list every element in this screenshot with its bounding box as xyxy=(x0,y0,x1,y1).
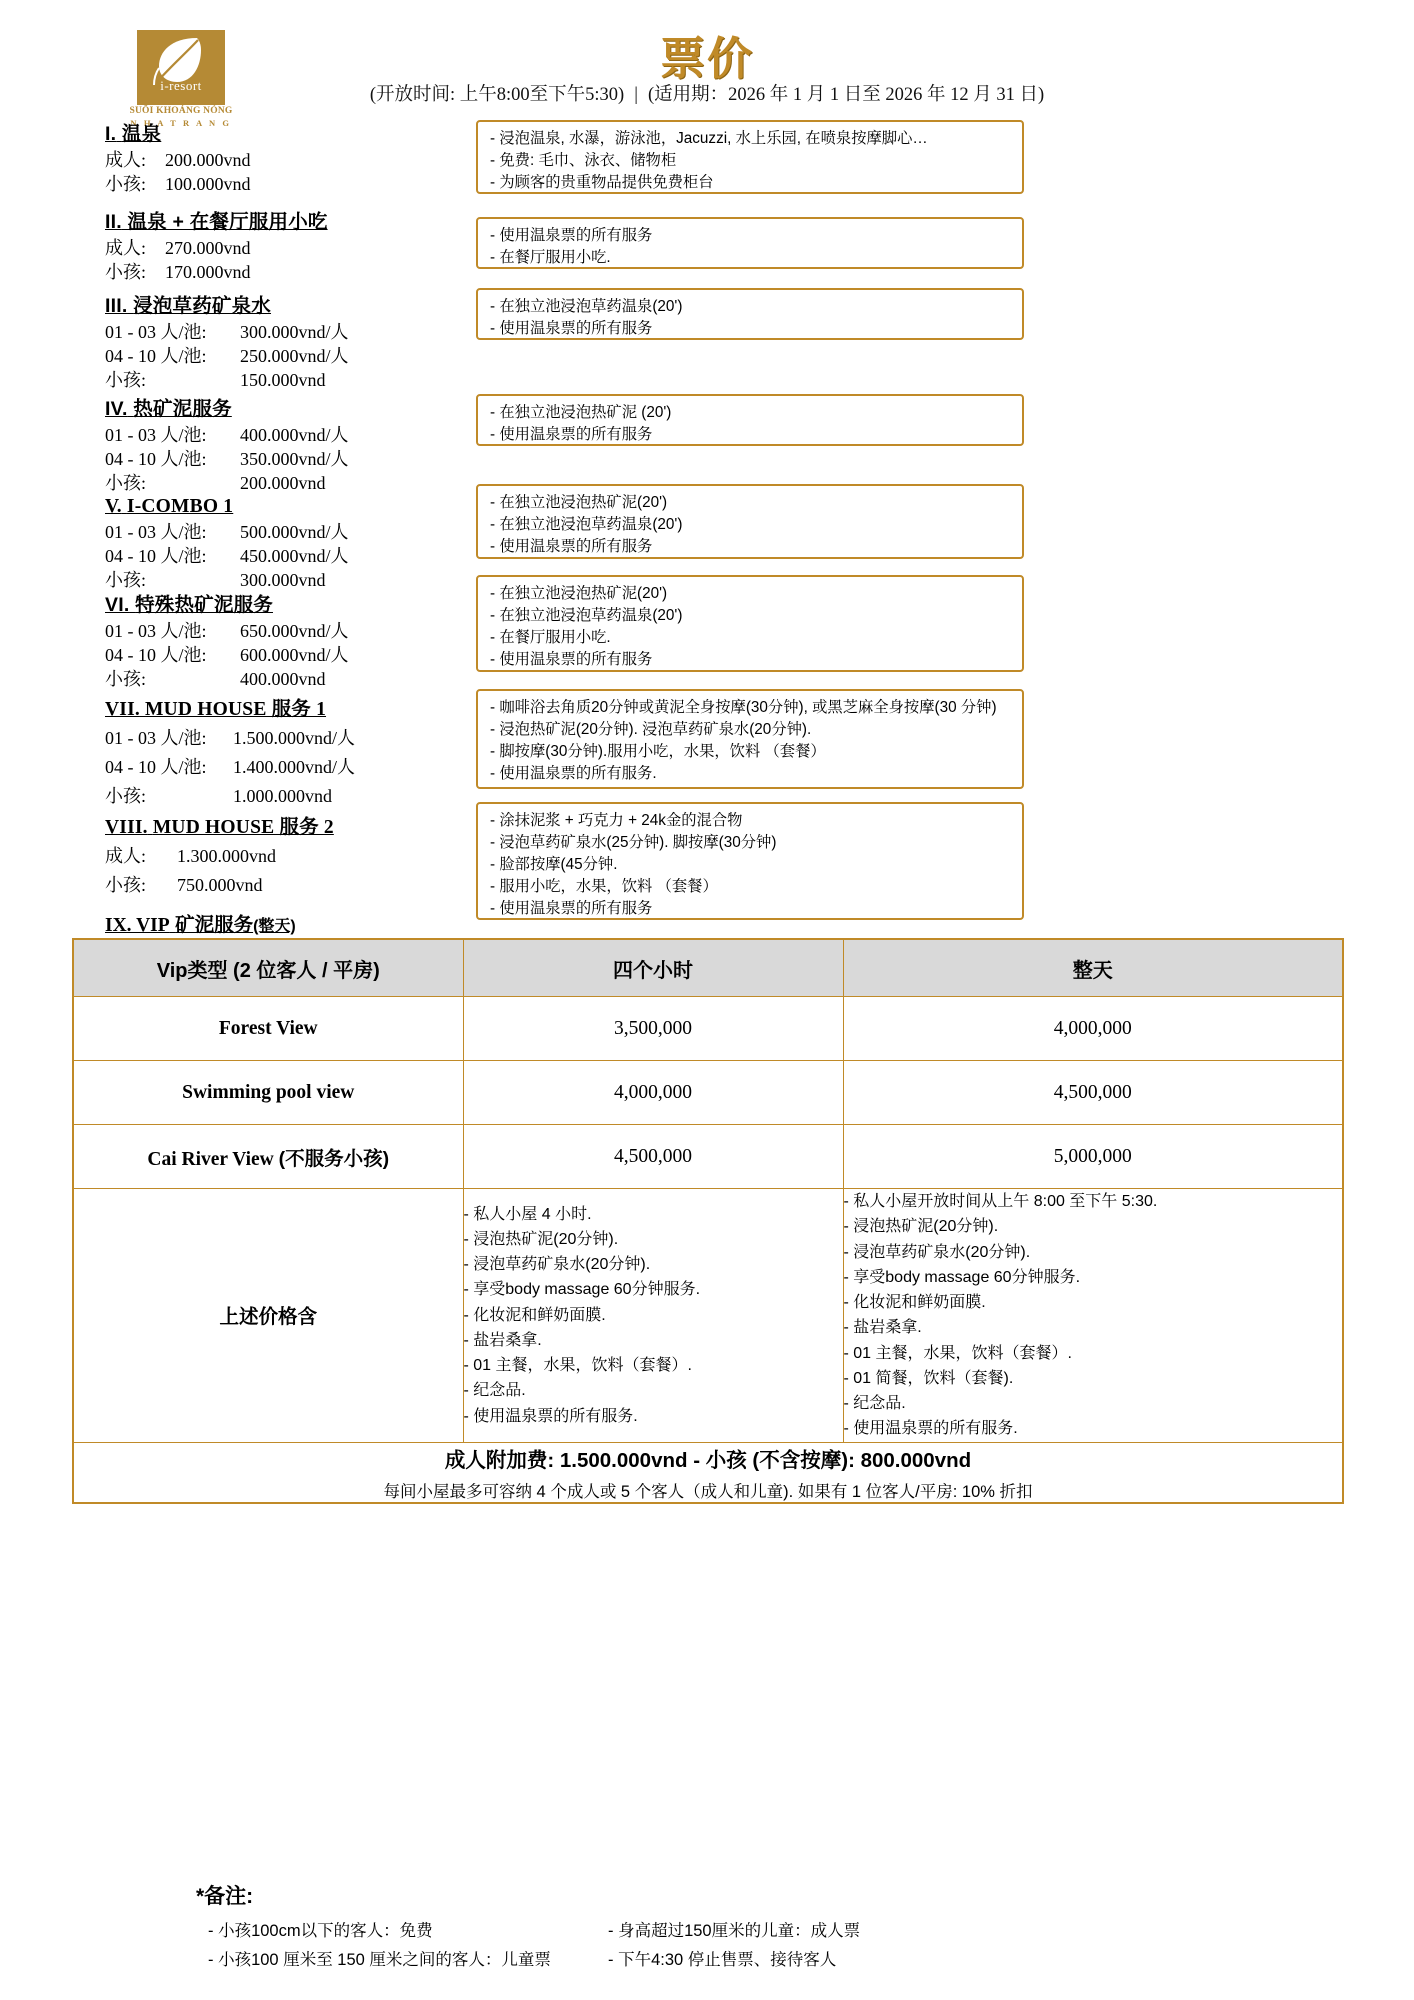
price-row: 成人: 270.000vnd xyxy=(105,238,251,258)
section-3-prices xyxy=(105,321,349,392)
detail-line: - 使用温泉票的所有服务. xyxy=(490,765,657,783)
include-item: - 私人小屋开放时间从上午 8:00 至下午 5:30. xyxy=(843,1193,1158,1210)
notes-title: *备注: xyxy=(196,1885,254,1908)
price-row: 04 - 10 人/池: 600.000vnd/人 xyxy=(105,644,349,665)
section-1-detail-box xyxy=(476,120,1024,194)
price-row: 小孩: 750.000vnd xyxy=(105,875,263,896)
note-item: - 小孩100 厘米至 150 厘米之间的客人：儿童票 xyxy=(208,1950,551,1969)
section-7-prices xyxy=(105,724,355,811)
section-8-heading: VIII. MUD HOUSE 服务 2 xyxy=(105,817,334,838)
price-row: 小孩: 400.000vnd xyxy=(105,668,326,689)
price-row: 成人: 200.000vnd xyxy=(105,150,251,170)
section-6 xyxy=(105,589,349,691)
detail-line: - 在独立池浸泡热矿泥(20') xyxy=(490,585,668,602)
detail-line: - 浸泡热矿泥(20分钟). 浸泡草药矿泉水(20分钟). xyxy=(490,721,812,739)
notes-columns xyxy=(196,1917,1356,1997)
include-item: - 使用温泉票的所有服务. xyxy=(463,1407,638,1425)
section-7-detail-box xyxy=(476,689,1024,789)
row-name-swimming-pool-view: Swimming pool view xyxy=(73,1061,463,1125)
cell-cai-river-four-hours: 4,500,000 xyxy=(463,1125,843,1189)
price-row: 小孩: 170.000vnd xyxy=(105,261,251,282)
logo-subtitle-vi: SUỐI KHOÁNG NÓNG xyxy=(129,106,233,116)
note-item: - 小孩100cm以下的客人：免费 xyxy=(208,1922,433,1940)
detail-line: - 在独立池浸泡热矿泥(20') xyxy=(490,494,668,511)
include-item: - 纪念品. xyxy=(463,1382,526,1400)
section-7 xyxy=(105,693,355,811)
detail-line: - 免费: 毛巾、泳衣、储物柜 xyxy=(490,152,677,170)
section-3-detail-box xyxy=(476,288,1024,340)
column-header-vip-type: Vip类型 (2 位客人 / 平房) xyxy=(73,939,463,997)
section-5-prices xyxy=(105,521,349,592)
note-item: - 下午4:30 停止售票、接待客人 xyxy=(608,1950,837,1969)
section-2 xyxy=(105,206,328,285)
cell-swimming-pool-four-hours: 4,000,000 xyxy=(463,1061,843,1125)
include-item: - 浸泡草药矿泉水(20分钟). xyxy=(463,1256,651,1274)
detail-line: - 浸泡温泉, 水瀑，游泳池，Jacuzzi, 水上乐园, 在喷泉按摩脚心… xyxy=(490,130,928,147)
price-row: 小孩: 100.000vnd xyxy=(105,173,251,194)
row-name-forest-view: Forest View xyxy=(73,997,463,1061)
include-item: - 浸泡热矿泥(20分钟). xyxy=(843,1218,999,1236)
include-item: - 享受body massage 60分钟服务. xyxy=(463,1281,701,1299)
include-item: - 化妆泥和鲜奶面膜. xyxy=(463,1306,606,1324)
logo-brand-text: i-resort xyxy=(160,78,202,93)
detail-line: - 咖啡浴去角质20分钟或黄泥全身按摩(30分钟), 或黑芝麻全身按摩(30 分钟) xyxy=(490,699,997,716)
include-item: - 私人小屋 4 小时. xyxy=(463,1205,592,1223)
price-row: 01 - 03 人/池: 1.500.000vnd/人 xyxy=(105,728,356,748)
surcharge-line: 成人附加费: 1.500.000vnd - 小孩 (不含按摩): 800.000vnd xyxy=(444,1448,972,1472)
include-item: - 享受body massage 60分钟服务. xyxy=(843,1268,1081,1286)
price-row: 01 - 03 人/池: 300.000vnd/人 xyxy=(105,322,349,342)
table-row-includes xyxy=(73,1189,1343,1443)
detail-line: - 使用温泉票的所有服务 xyxy=(490,538,653,556)
section-1-heading: I. 温泉 xyxy=(105,123,162,145)
detail-line: - 为顾客的贵重物品提供免费柜台 xyxy=(490,174,714,192)
price-row: 01 - 03 人/池: 400.000vnd/人 xyxy=(105,425,349,445)
section-5-heading: V. I-COMBO 1 xyxy=(105,496,234,517)
surcharge-cell xyxy=(73,1442,1343,1503)
detail-line: - 在餐厅服用小吃. xyxy=(490,629,611,647)
detail-line: - 使用温泉票的所有服务 xyxy=(490,426,653,444)
subtitle-separator: | xyxy=(634,85,638,105)
section-8-prices xyxy=(105,842,334,900)
price-row: 01 - 03 人/池: 650.000vnd/人 xyxy=(105,621,349,641)
price-row: 04 - 10 人/池: 1.400.000vnd/人 xyxy=(105,757,356,778)
include-item: - 浸泡草药矿泉水(20分钟). xyxy=(843,1243,1031,1261)
include-item: - 01 简餐，饮料（套餐). xyxy=(843,1369,1014,1387)
surcharge-note: 每间小屋最多可容纳 4 个成人或 5 个客人（成人和儿童). 如果有 1 位客人/平房: 10% 折扣 xyxy=(383,1482,1033,1501)
note-item: - 身高超过150厘米的儿童：成人票 xyxy=(608,1922,861,1940)
valid-period: (适用期：2026 年 1 月 1 日至 2026 年 12 月 31 日) xyxy=(647,85,1045,105)
detail-line: - 脸部按摩(45分钟. xyxy=(490,856,618,874)
logo-subtitle-city: N H A T R A N G xyxy=(130,118,232,128)
include-item: - 使用温泉票的所有服务. xyxy=(843,1420,1018,1438)
section-4 xyxy=(105,393,349,495)
section-1-prices xyxy=(105,149,251,197)
detail-line: - 在独立池浸泡草药温泉(20') xyxy=(490,298,683,315)
price-row: 01 - 03 人/池: 500.000vnd/人 xyxy=(105,522,349,542)
price-row: 小孩: 1.000.000vnd xyxy=(105,786,332,807)
section-1 xyxy=(105,118,251,197)
section-2-detail-box xyxy=(476,217,1024,269)
vip-price-table xyxy=(72,938,1344,1504)
detail-line: - 在独立池浸泡草药温泉(20') xyxy=(490,607,683,625)
section-4-heading: IV. 热矿泥服务 xyxy=(105,398,232,420)
cell-cai-river-full-day: 5,000,000 xyxy=(843,1125,1343,1189)
include-item: - 盐岩桑拿. xyxy=(463,1331,542,1349)
price-row: 小孩: 300.000vnd xyxy=(105,569,326,590)
section-6-heading: VI. 特殊热矿泥服务 xyxy=(105,594,273,616)
cell-swimming-pool-full-day: 4,500,000 xyxy=(843,1061,1343,1125)
table-row xyxy=(73,997,1343,1061)
section-3 xyxy=(105,290,349,392)
section-6-detail-box xyxy=(476,575,1024,672)
section-8 xyxy=(105,811,334,900)
section-8-detail-box xyxy=(476,802,1024,920)
detail-line: - 在独立池浸泡草药温泉(20') xyxy=(490,516,683,534)
column-header-four-hours: 四个小时 xyxy=(463,939,843,997)
document-header xyxy=(0,0,1414,128)
column-header-full-day: 整天 xyxy=(843,939,1343,997)
detail-line: - 使用温泉票的所有服务 xyxy=(490,651,653,669)
footer-notes xyxy=(196,1880,1356,1997)
includes-four-hours-list xyxy=(463,1189,843,1443)
cell-forest-view-four-hours: 3,500,000 xyxy=(463,997,843,1061)
price-row: 成人: 1.300.000vnd xyxy=(105,846,276,866)
includes-label: 上述价格含 xyxy=(73,1189,463,1443)
include-item: - 化妆泥和鲜奶面膜. xyxy=(843,1294,986,1312)
detail-line: - 涂抹泥浆 + 巧克力 + 24k金的混合物 xyxy=(490,812,743,829)
detail-line: - 脚按摩(30分钟).服用小吃，水果，饮料 （套餐） xyxy=(490,743,826,761)
include-item: - 01 主餐，水果，饮料（套餐）. xyxy=(463,1357,692,1375)
table-header-row xyxy=(73,939,1343,997)
detail-line: - 使用温泉票的所有服务 xyxy=(490,900,653,918)
include-item: - 纪念品. xyxy=(843,1395,906,1413)
detail-line: - 使用温泉票的所有服务 xyxy=(490,227,653,244)
section-5-detail-box xyxy=(476,484,1024,559)
header-subtitle xyxy=(0,80,1414,106)
table-row-surcharge xyxy=(73,1442,1343,1503)
detail-line: - 服用小吃，水果，饮料 （套餐） xyxy=(490,878,718,896)
includes-full-day-list xyxy=(843,1189,1343,1443)
price-row: 04 - 10 人/池: 350.000vnd/人 xyxy=(105,448,349,469)
table-row xyxy=(73,1125,1343,1189)
detail-line: - 使用温泉票的所有服务 xyxy=(490,320,653,338)
price-row: 小孩: 200.000vnd xyxy=(105,472,326,493)
page-title: 票价 xyxy=(659,33,754,84)
row-name-cai-river-view: Cai River View (不服务小孩) xyxy=(73,1125,463,1189)
table-row xyxy=(73,1061,1343,1125)
include-item: - 浸泡热矿泥(20分钟). xyxy=(463,1230,619,1248)
detail-line: - 在餐厅服用小吃. xyxy=(490,249,611,267)
section-2-heading: II. 温泉 + 在餐厅服用小吃 xyxy=(105,211,328,233)
price-row: 04 - 10 人/池: 250.000vnd/人 xyxy=(105,345,349,366)
section-7-heading: VII. MUD HOUSE 服务 1 xyxy=(105,699,327,720)
price-row: 04 - 10 人/池: 450.000vnd/人 xyxy=(105,545,349,566)
notes-right-column xyxy=(608,1917,860,1975)
include-item: - 01 主餐，水果，饮料（套餐）. xyxy=(843,1344,1072,1362)
section-3-heading: III. 浸泡草药矿泉水 xyxy=(105,295,272,317)
opening-hours: (开放时间: 上午8:00至下午5:30) xyxy=(369,85,625,105)
include-item: - 盐岩桑拿. xyxy=(843,1319,922,1337)
cell-forest-view-full-day: 4,000,000 xyxy=(843,997,1343,1061)
section-5 xyxy=(105,496,349,592)
vip-section-heading: IX. VIP 矿泥服务(整天) xyxy=(105,914,296,936)
section-6-prices xyxy=(105,620,349,691)
notes-left-column xyxy=(208,1917,551,1975)
detail-line: - 在独立池浸泡热矿泥 (20') xyxy=(490,404,672,421)
detail-line: - 浸泡草药矿泉水(25分钟). 脚按摩(30分钟) xyxy=(490,834,777,852)
section-4-prices xyxy=(105,424,349,495)
section-2-prices xyxy=(105,237,328,285)
section-4-detail-box xyxy=(476,394,1024,446)
price-row: 小孩: 150.000vnd xyxy=(105,369,326,390)
